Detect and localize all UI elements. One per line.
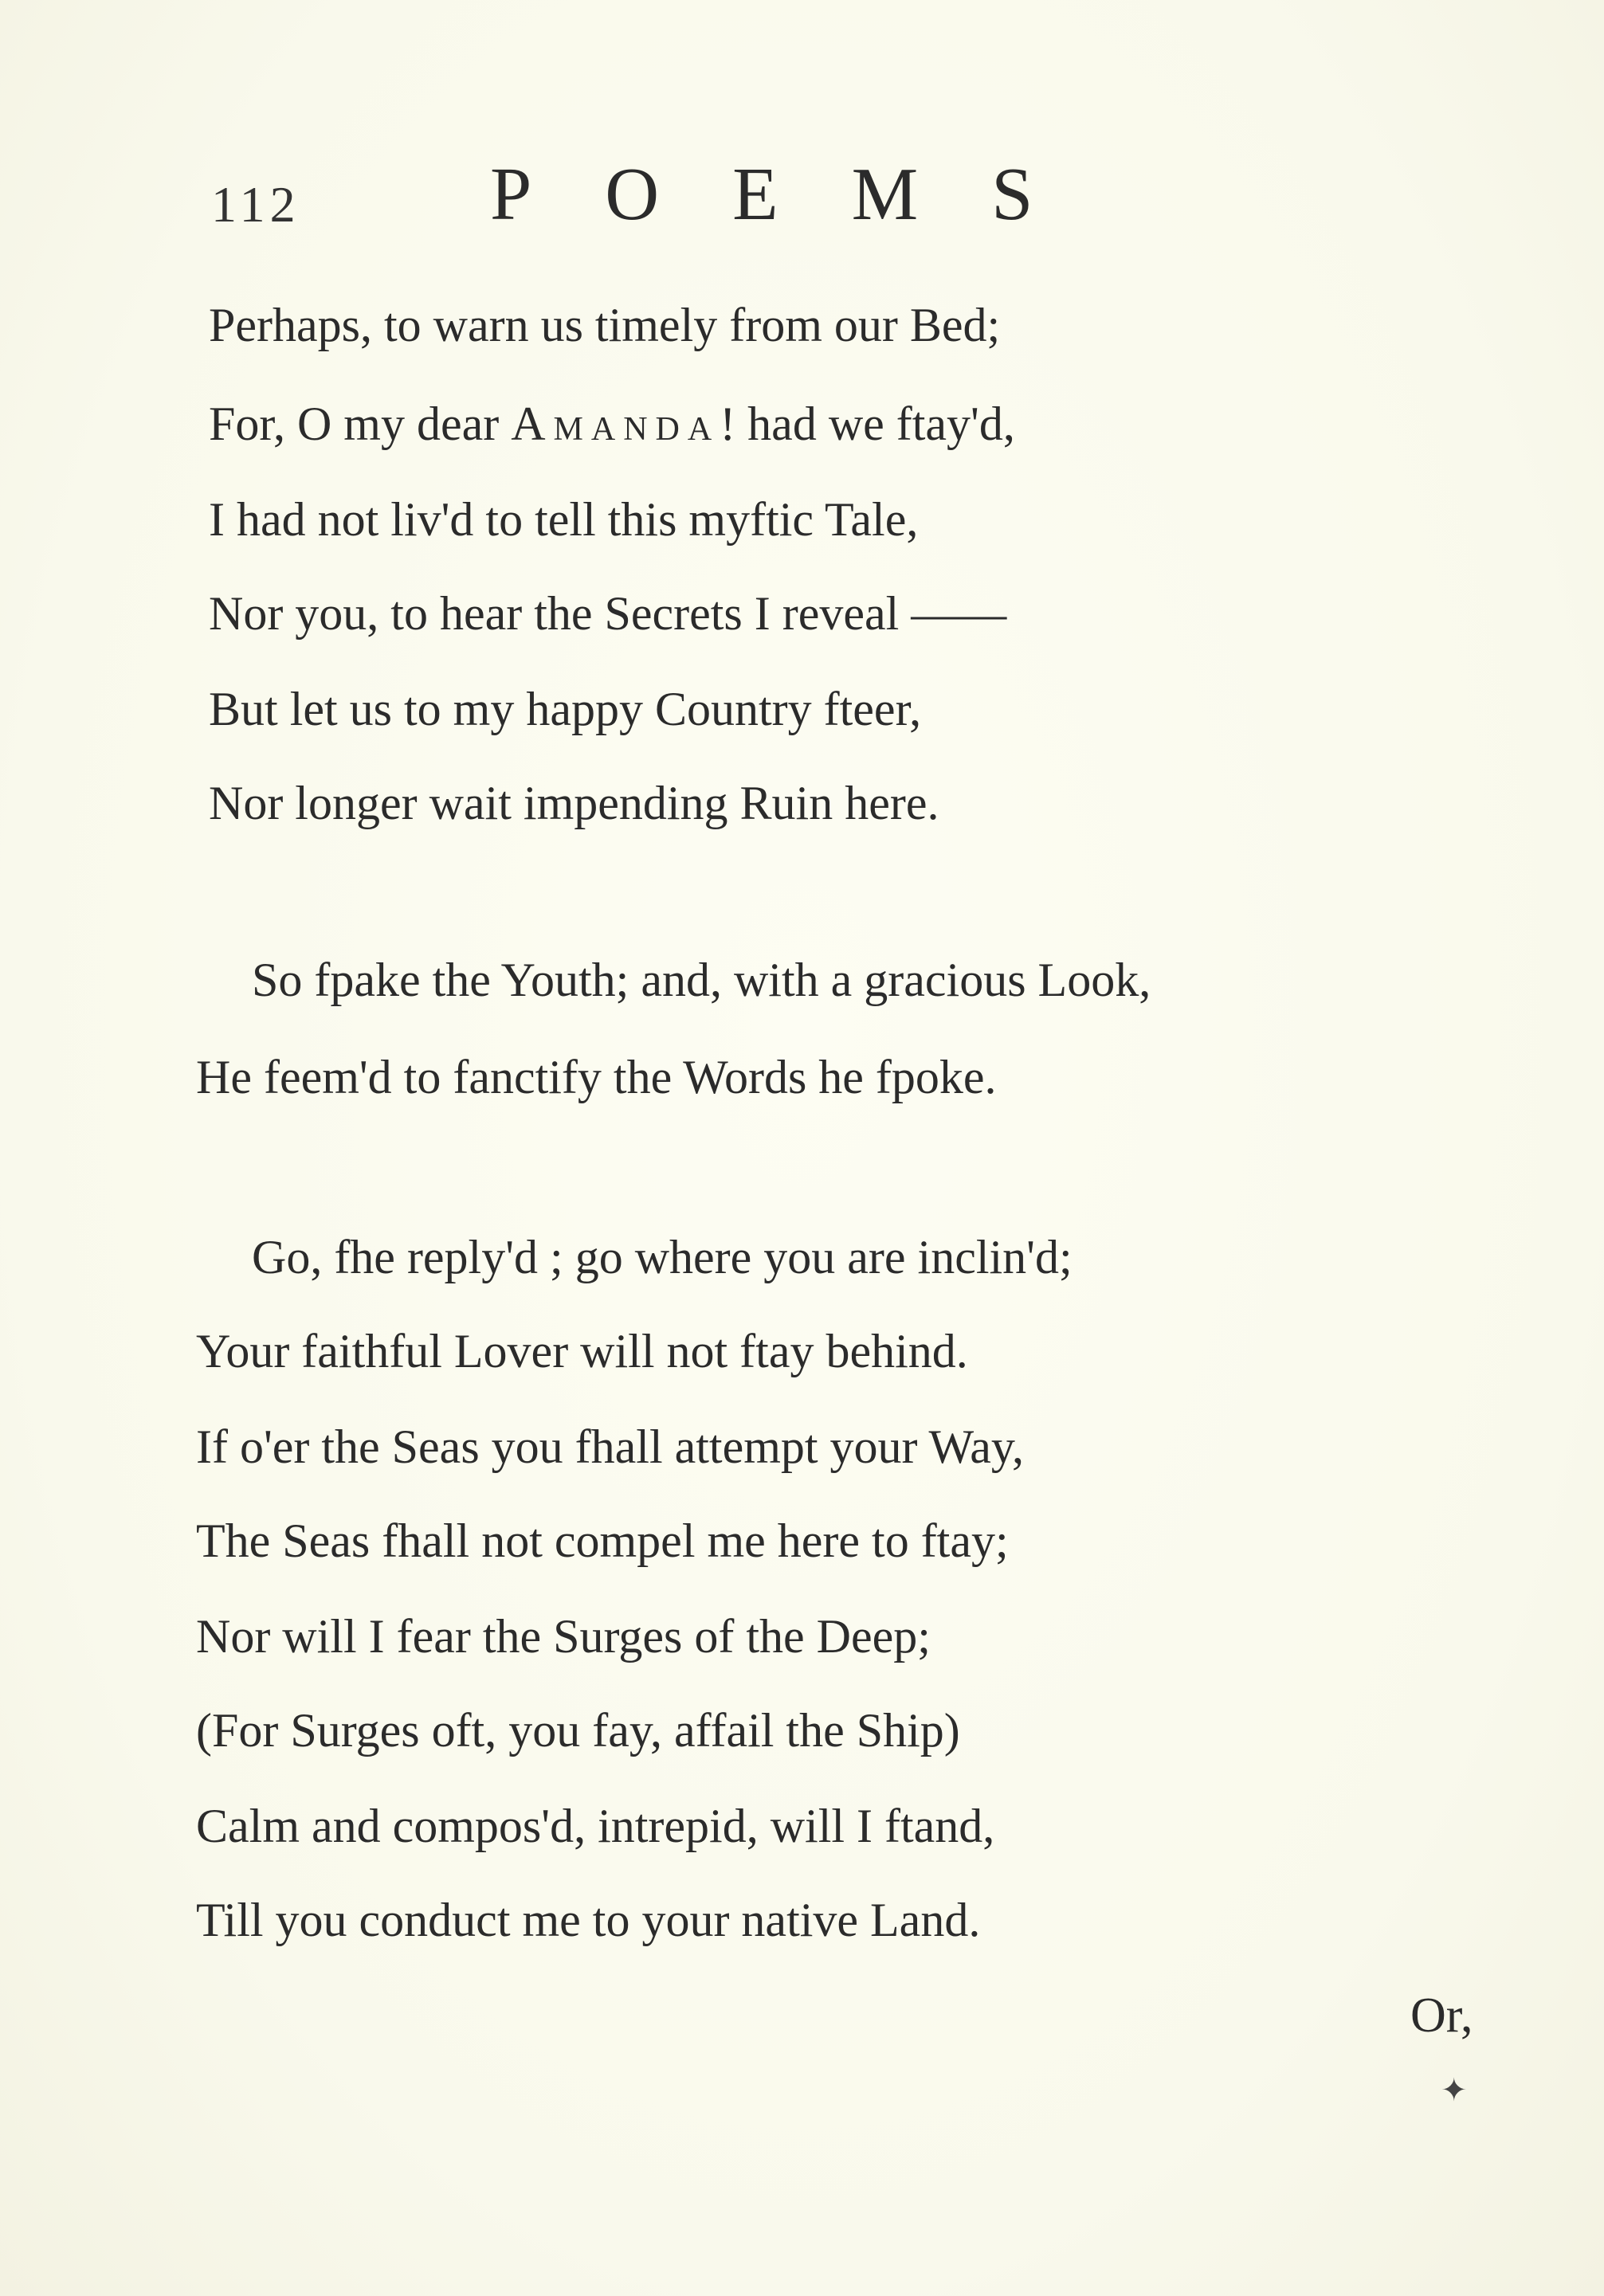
verse-line: Till you conduct me to your native Land. <box>196 1894 981 1946</box>
page-header <box>211 151 1247 239</box>
verse-line: Nor will I fear the Surges of the Deep; <box>196 1610 931 1663</box>
verse-line-text: ! had we ftay'd, <box>720 398 1015 450</box>
verse-line: Nor longer wait impending Ruin here. <box>209 777 939 829</box>
verse-line-text: For, O my dear <box>209 398 512 450</box>
page-number: 112 <box>211 176 300 233</box>
verse-line: Nor you, to hear the Secrets I reveal —— <box>209 587 1007 640</box>
verse-line: (For Surges oft, you fay, affail the Ship) <box>196 1704 960 1757</box>
verse-line <box>209 400 1015 448</box>
signature-mark: ✦ <box>1441 2072 1468 2108</box>
verse-line: He feem'd to fanctify the Words he fpoke. <box>196 1051 997 1103</box>
catchword: Or, <box>1410 1988 1473 2043</box>
verse-line: The Seas fhall not compel me here to ftay; <box>196 1514 1009 1567</box>
verse-line: Perhaps, to warn us timely from our Bed; <box>209 299 1001 351</box>
verse-line: I had not liv'd to tell this myftic Tale, <box>209 493 919 546</box>
verse-line: Go, fhe reply'd ; go where you are inclin'd; <box>252 1231 1073 1283</box>
verse-line: Calm and compos'd, intrepid, will I ftand, <box>196 1800 995 1852</box>
verse-line: If o'er the Seas you fhall attempt your Way, <box>196 1420 1025 1473</box>
verse-line: So fpake the Youth; and, with a gracious Look, <box>252 954 1151 1006</box>
verse-line: But let us to my happy Country fteer, <box>209 683 922 735</box>
verse-line-name: Amanda <box>511 398 720 450</box>
running-title: POEMS <box>490 153 1107 236</box>
verse-line: Your faithful Lover will not ftay behind. <box>196 1325 968 1377</box>
